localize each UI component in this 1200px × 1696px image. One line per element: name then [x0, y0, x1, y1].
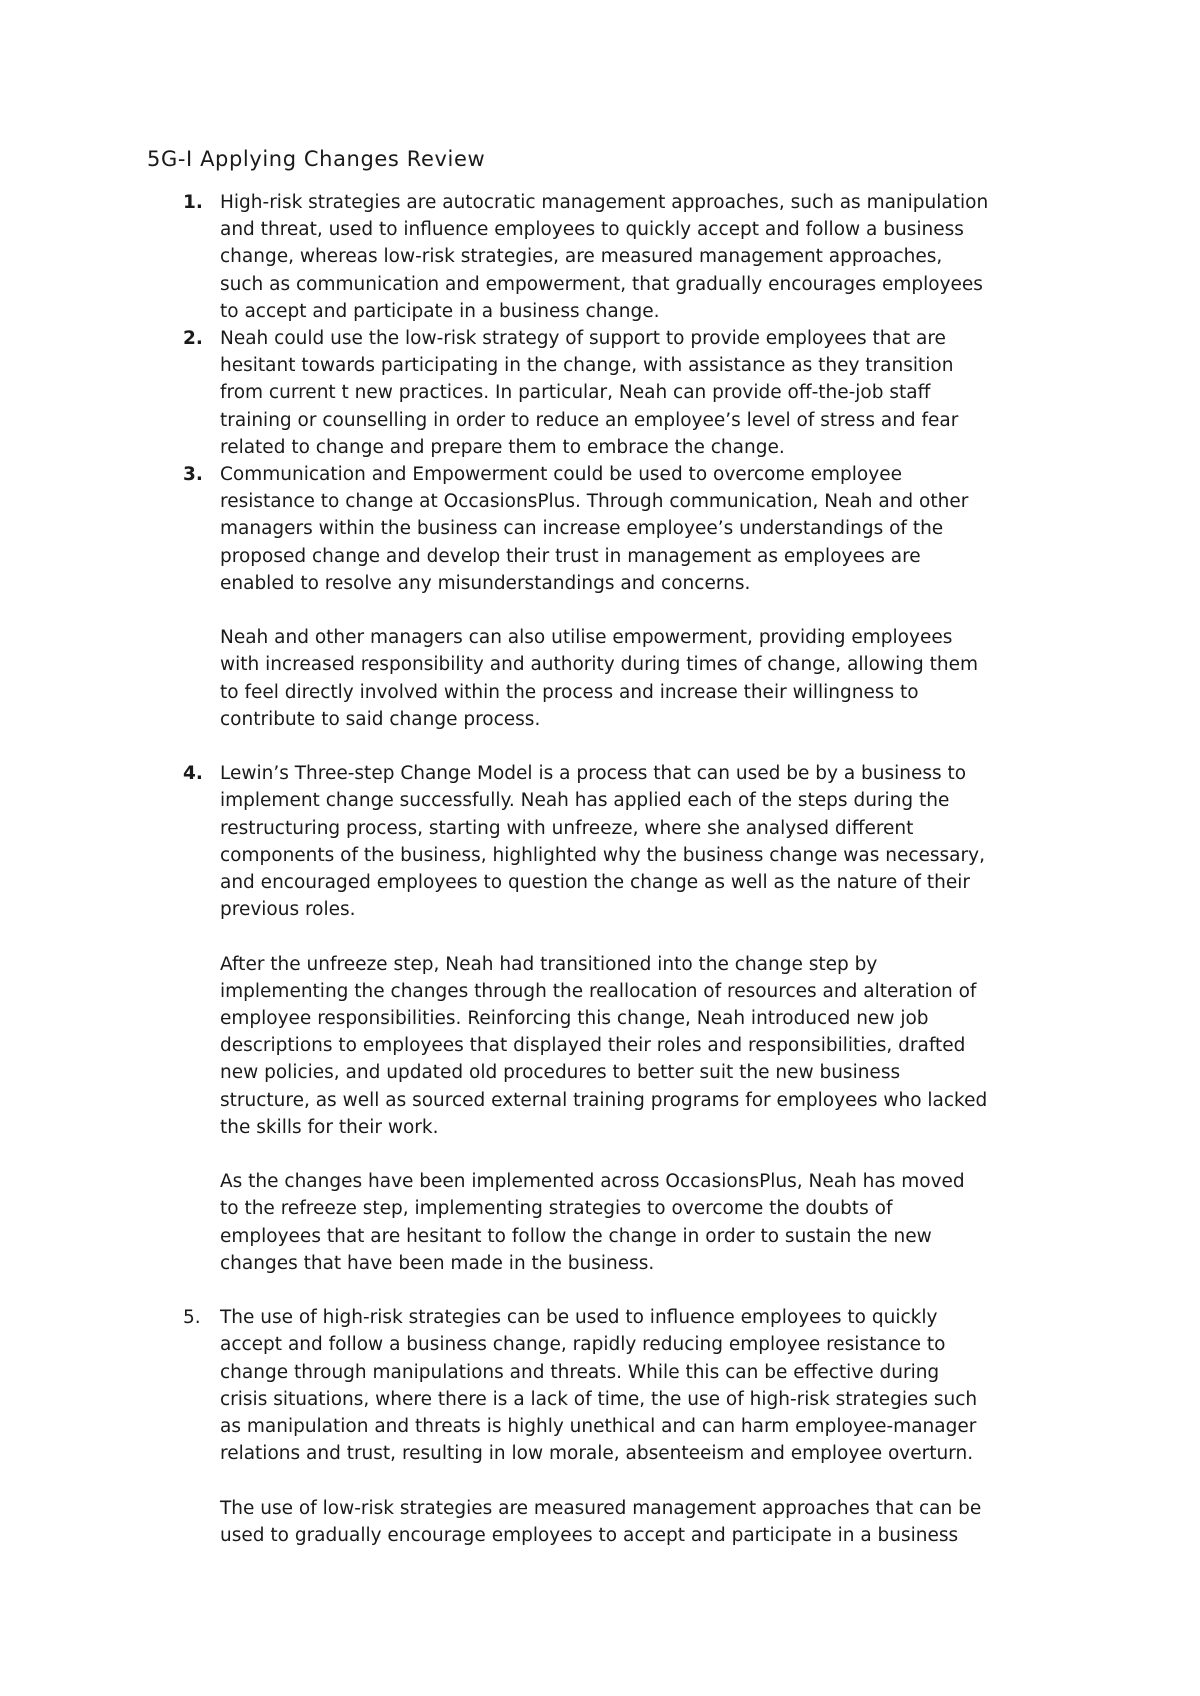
paragraph: Neah and other managers can also utilise empowerment, providing employees with increased responsibility and authority during times of change, allowing them to feel directly involved within the process and increase their willingness to contribute to said change process. — [220, 627, 979, 730]
list-item — [147, 325, 1067, 461]
list-item-number: 3. — [183, 464, 203, 486]
list-item-number: 5. — [183, 1307, 201, 1329]
paragraph: The use of high-risk strategies can be used to influence employees to quickly accept and follow a business change, rapidly reducing employee resistance to change through manipulations and threats. While this can be effective during crisis situations, where there is a lack of time, the use of high-risk strategies such as manipulation and threats is highly unethical and can harm employee-manager relations and trust, resulting in low morale, absenteeism and employee overturn. — [220, 1307, 978, 1465]
document-body — [147, 189, 1067, 1549]
item-gap — [147, 733, 1067, 760]
list-item — [147, 760, 1067, 1277]
list-item — [147, 189, 1067, 325]
list-item-number: 2. — [183, 328, 203, 350]
list-item-number: 1. — [183, 192, 203, 213]
paragraph: Communication and Empowerment could be used to overcome employee resistance to change at OccasionsPlus. Through communication, Neah and other managers within the business can increase employee’s understandings of the proposed change and develop their trust in management as employees are enabled to resolve any misunderstandings and concerns. — [220, 464, 969, 594]
list-item — [147, 461, 1067, 733]
list-item — [147, 1304, 1067, 1549]
page-title: 5G-I Applying Changes Review — [147, 147, 486, 171]
paragraph-gap — [220, 597, 1067, 624]
paragraph-gap — [220, 1467, 1067, 1494]
list-item-number: 4. — [183, 763, 203, 785]
paragraph-gap — [220, 923, 1067, 950]
paragraph: Lewin’s Three-step Change Model is a process that can used be by a business to implement change successfully. Neah has applied each of the steps during the restructuring process, starting with unfreeze, where she analysed different components of the business, highlighted why the business change was necessary, and encouraged employees to question the change as well as the nature of their previous roles. — [220, 763, 985, 921]
paragraph: As the changes have been implemented across OccasionsPlus, Neah has moved to the refreeze step, implementing strategies to overcome the doubts of employees that are hesitant to follow the change in order to sustain the new changes that have been made in the business. — [220, 1171, 965, 1274]
item-gap — [147, 1277, 1067, 1304]
paragraph: High-risk strategies are autocratic management approaches, such as manipulation and threat, used to influence employees to quickly accept and follow a business change, whereas low-risk strategies, are measured management approaches, such as communication and empowerment, that gradually encourages employees to accept and participate in a business change. — [220, 192, 989, 322]
paragraph: After the unfreeze step, Neah had transitioned into the change step by implementing the changes through the reallocation of resources and alteration of employee responsibilities. Reinforcing this change, Neah introduced new job descriptions to employees that displayed their roles and responsibilities, drafted new policies, and updated old procedures to better suit the new business structure, as well as sourced external training programs for employees who lacked the skills for their work. — [220, 953, 988, 1138]
paragraph-gap — [220, 1141, 1067, 1168]
paragraph: Neah could use the low-risk strategy of support to provide employees that are hesitant towards participating in the change, with assistance as they transition from current t new practices. In particular, Neah can provide off-the-job staff training or counselling in order to reduce an employee’s level of stress and fear related to change and prepare them to embrace the change. — [220, 328, 959, 458]
paragraph: The use of low-risk strategies are measured management approaches that can be used to gradually encourage employees to accept and participate in a business — [220, 1497, 982, 1546]
